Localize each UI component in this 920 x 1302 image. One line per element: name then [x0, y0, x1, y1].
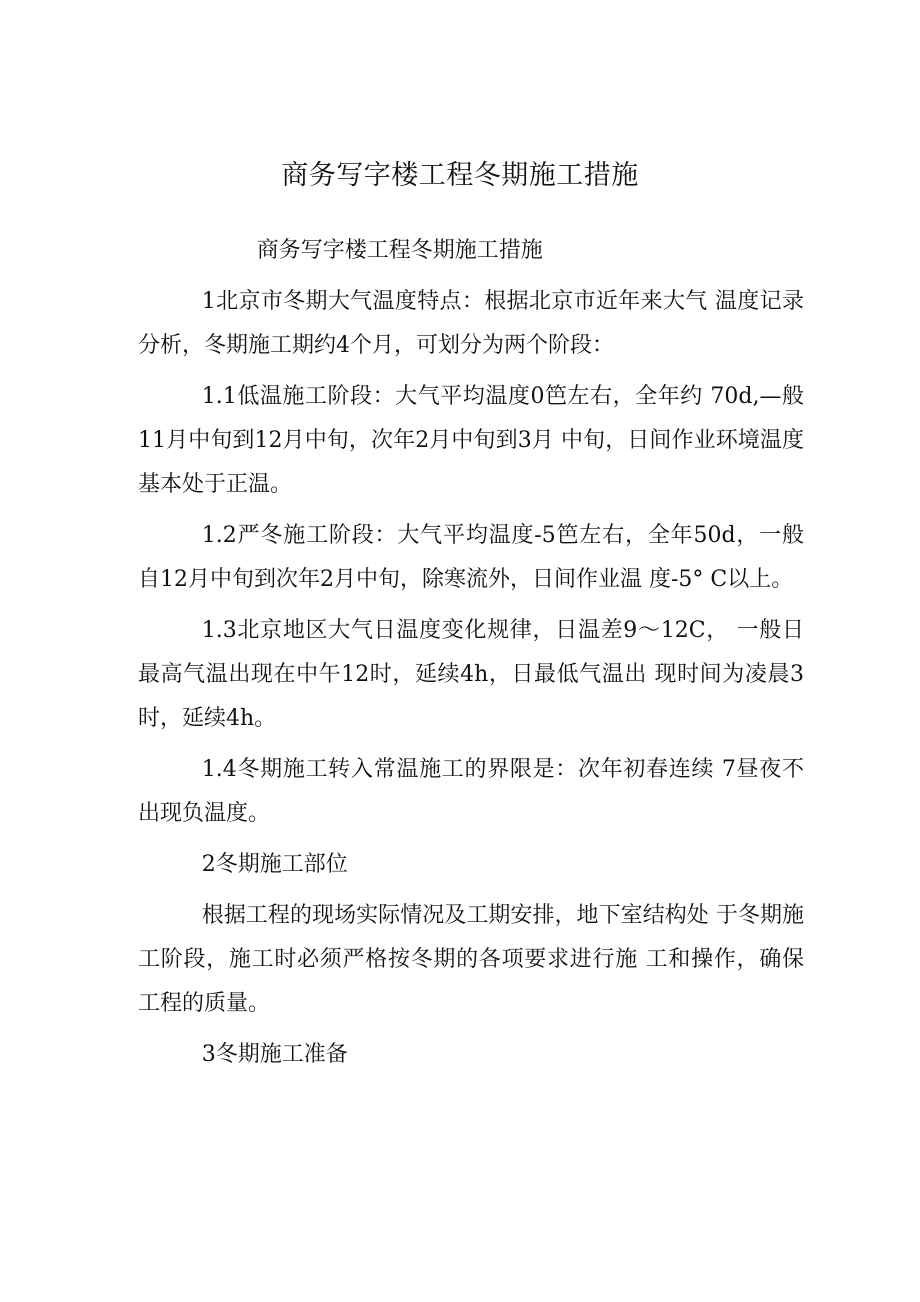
document-title: 商务写字楼工程冬期施工措施 [281, 160, 639, 191]
subtitle-paragraph: 商务写字楼工程冬期施工措施 [256, 238, 543, 263]
paragraph-2-body: 根据工程的现场实际情况及工期安排，地下室结构处 于冬期施工阶段，施工时必须严格按冬期的各项要求进行施 工和操作，确保工程的质量。 [138, 903, 804, 1016]
paragraph-1-1: 1.1低温施工阶段：大气平均温度0笆左右，全年约 70d,—般11月中旬到12月中旬，次年2月中旬到3月 中旬，日间作业环境温度基本处于正温。 [138, 384, 804, 497]
document-body [138, 229, 804, 1084]
paragraph-1-2: 1.2严冬施工阶段：大气平均温度-5笆左右，全年50d，一般自12月中旬到次年2月中旬，除寒流外，日间作业温 度-5° C以上。 [138, 523, 804, 592]
paragraph-1-4: 1.4冬期施工转入常温施工的界限是：次年初春连续 7昼夜不出现负温度。 [138, 757, 804, 826]
section-heading-3: 3冬期施工准备 [201, 1042, 348, 1067]
section-heading-2: 2冬期施工部位 [201, 852, 348, 877]
paragraph-1: 1北京市冬期大气温度特点：根据北京市近年来大气 温度记录分析，冬期施工期约4个月，可划分为两个阶段： [138, 289, 804, 358]
paragraph-1-3: 1.3北京地区大气日温度变化规律，日温差9〜12C， 一般日最高气温出现在中午12时，延续4h，日最低气温出 现时间为凌晨3时，延续4h。 [138, 618, 804, 731]
